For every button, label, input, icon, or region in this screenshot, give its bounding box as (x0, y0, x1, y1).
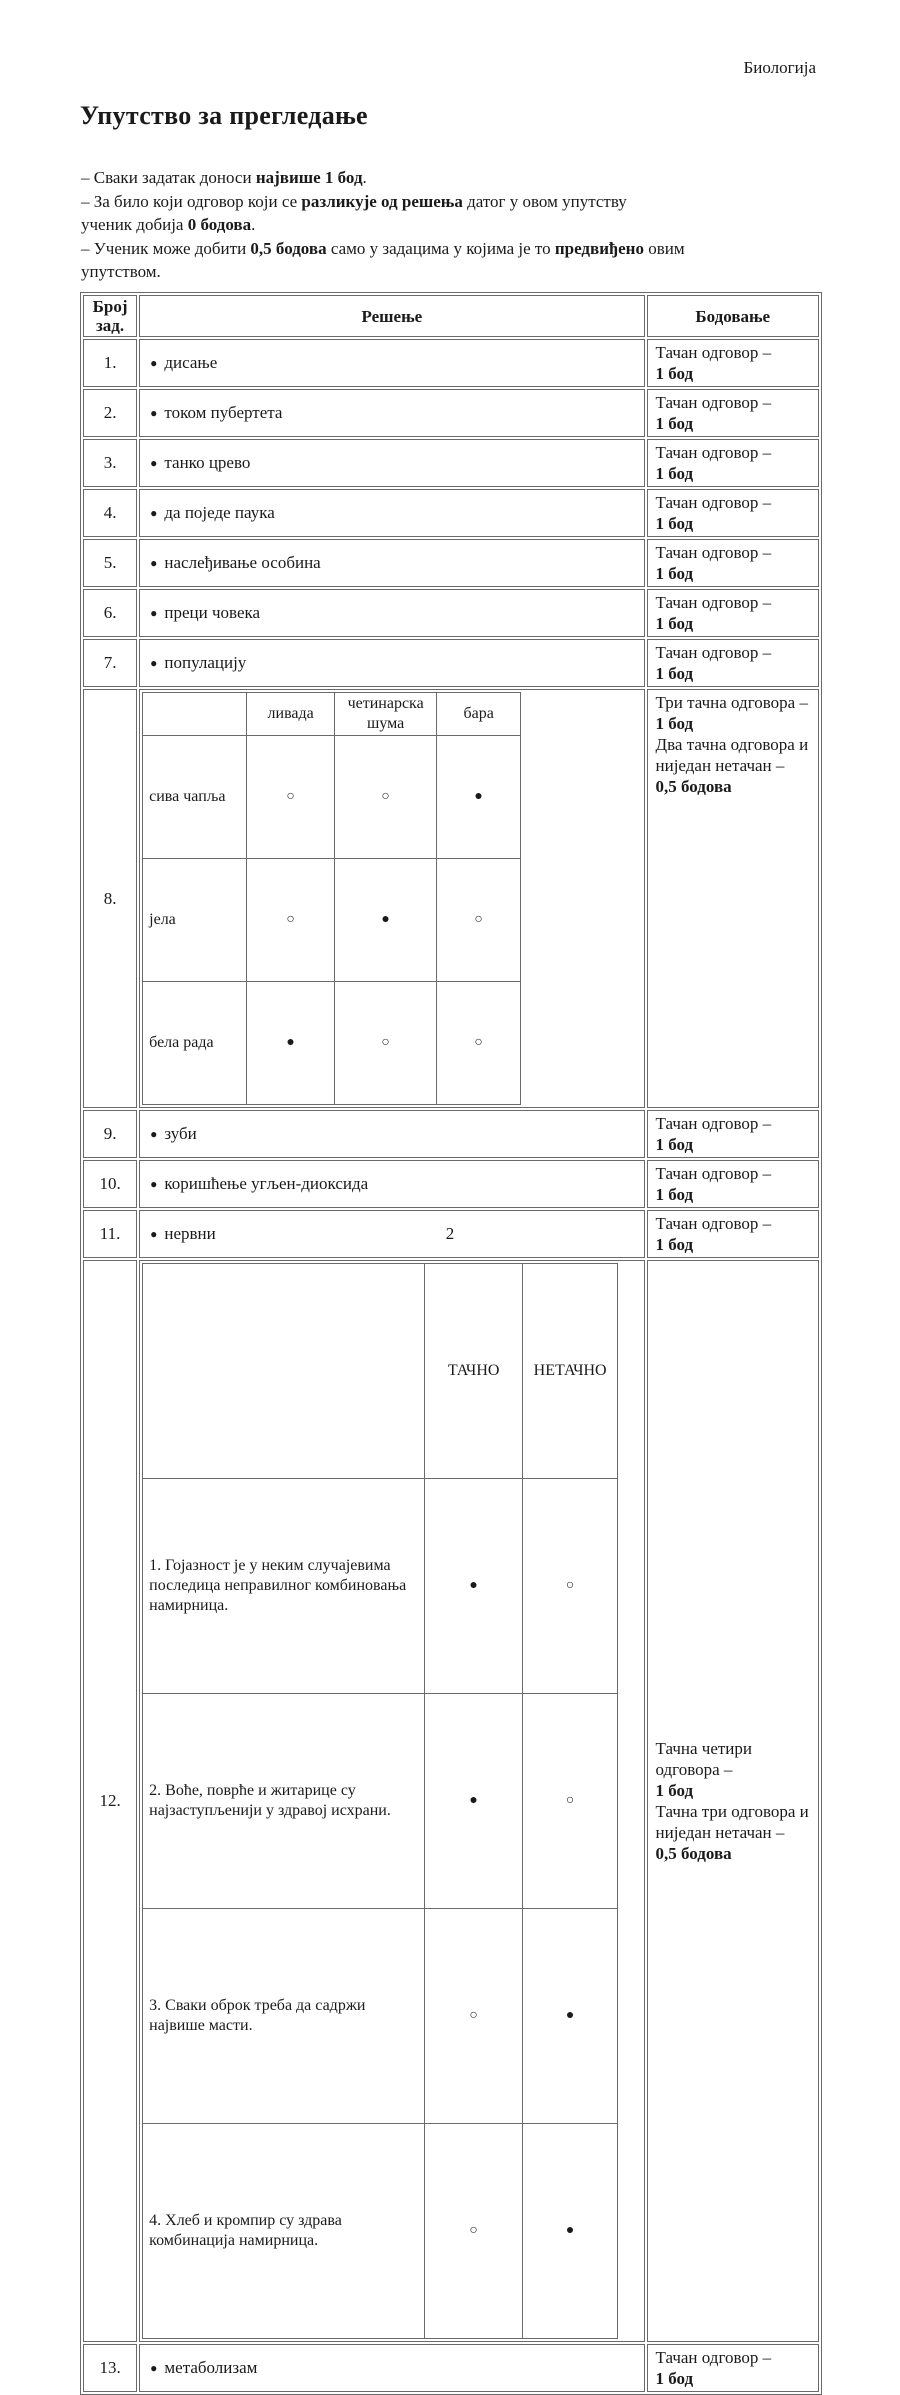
scoring-text: Тачан одговор – (655, 1214, 772, 1233)
solution-text: преци човека (164, 603, 261, 622)
scoring-points: 1 бод (655, 664, 694, 683)
scoring-cell (647, 339, 819, 387)
task-number: 1. (83, 339, 137, 387)
tf-row (143, 2124, 618, 2339)
tf-statement: 1. Гојазност је у неким случајевима последица неправилног комбиновања намирница. (143, 1479, 425, 1694)
table-row-task-6 (83, 589, 819, 637)
scoring-text: Тачан одговор – (655, 393, 772, 412)
solution-cell (139, 589, 644, 637)
empty-circle-mark: ○ (523, 1694, 618, 1909)
instruction-text: датог у овом упутству (462, 191, 627, 211)
solution-cell (139, 439, 644, 487)
instruction-line (81, 213, 823, 237)
solution-text: танко црево (164, 453, 251, 472)
tf-corner-cell (143, 1264, 425, 1479)
solution-cell (139, 1160, 644, 1208)
scoring-text: Тачан одговор – (655, 443, 772, 462)
scoring-points: 1 бод (655, 1235, 694, 1254)
scoring-points: 1 бод (655, 2369, 694, 2388)
filled-circle-mark: ● (247, 982, 335, 1105)
bullet-icon: ● (150, 1227, 158, 1241)
scoring-text: Тачан одговор – (655, 343, 772, 362)
task-number: 13. (83, 2344, 137, 2392)
subject-label: Биологија (743, 58, 816, 77)
bullet-icon: ● (150, 656, 158, 670)
scoring-text: Тачан одговор – (655, 493, 772, 512)
tf-row (143, 1909, 618, 2124)
matrix-row (143, 736, 521, 859)
instruction-text-bold: 0,5 бодова (250, 238, 327, 258)
instruction-line (81, 166, 823, 190)
scoring-text: Тачан одговор – (655, 1114, 772, 1133)
solution-cell (139, 389, 644, 437)
tf-col-header-false: НЕТАЧНО (523, 1264, 618, 1479)
empty-circle-mark: ○ (335, 736, 437, 859)
solution-text: популацију (164, 653, 247, 672)
answer-key-table (80, 292, 822, 2395)
solution-text: метаболизам (164, 2358, 258, 2377)
solution-cell (139, 489, 644, 537)
solution-cell (139, 1110, 644, 1158)
scoring-text: Два тачна одговора и ниједан нетачан – (655, 735, 809, 775)
scoring-text: Тачан одговор – (655, 643, 772, 662)
tf-statement: 4. Хлеб и кромпир су здрава комбинација намирница. (143, 2124, 425, 2339)
matrix-col-header: бара (437, 693, 521, 736)
empty-circle-mark: ○ (425, 1909, 523, 2124)
tf-header-row (143, 1264, 618, 1479)
instruction-text: – Ученик може добити (81, 238, 251, 258)
task-number: 2. (83, 389, 137, 437)
instruction-line (81, 260, 823, 284)
matrix-row (143, 982, 521, 1105)
scoring-cell (647, 2344, 819, 2392)
scoring-cell (647, 1110, 819, 1158)
instruction-text: – Сваки задатак доноси (81, 168, 256, 187)
matrix-row-label: сива чапља (143, 736, 247, 859)
filled-circle-mark: ● (523, 1909, 618, 2124)
filled-circle-mark: ● (425, 1694, 523, 1909)
solution-text: нервни (164, 1224, 216, 1243)
matrix-row-label: јела (143, 859, 247, 982)
instruction-text-bold: 0 бодова (187, 215, 252, 234)
scoring-text: Тачан одговор – (655, 1164, 772, 1183)
filled-circle-mark: ● (425, 1479, 523, 1694)
scoring-text: Три тачна одговора – (655, 693, 808, 712)
scoring-points: 1 бод (655, 614, 694, 633)
scoring-text: Тачан одговор – (655, 593, 772, 612)
empty-circle-mark: ○ (335, 982, 437, 1105)
scoring-text: Тачан одговор – (655, 543, 772, 562)
bullet-icon: ● (150, 2361, 158, 2375)
scoring-points: 1 бод (655, 464, 694, 483)
filled-circle-mark: ● (523, 2124, 618, 2339)
task-number: 12. (83, 1260, 137, 2342)
true-false-table (142, 1263, 618, 2339)
scoring-cell (647, 1260, 819, 2342)
solution-text: наслеђивање особина (164, 553, 321, 572)
instruction-line (81, 190, 823, 214)
task-number: 10. (83, 1160, 137, 1208)
instruction-text: – За било који одговор који се (81, 191, 302, 211)
matrix-col-header: ливада (247, 693, 335, 736)
table-row-task-1 (83, 339, 819, 387)
solution-cell (139, 539, 644, 587)
task-number: 8. (83, 689, 137, 1108)
matrix-header-row (143, 693, 521, 736)
tf-statement: 3. Сваки оброк треба да садржи највише масти. (143, 1909, 425, 2124)
empty-circle-mark: ○ (437, 982, 521, 1105)
page-number: 2 (445, 1224, 455, 1243)
task-number: 3. (83, 439, 137, 487)
solution-text: дисање (164, 353, 218, 372)
solution-cell (139, 689, 644, 1108)
task-number: 5. (83, 539, 137, 587)
scoring-cell (647, 439, 819, 487)
tf-row (143, 1479, 618, 1694)
matrix-row-label: бела рада (143, 982, 247, 1105)
instruction-text: само у задацима у којима је то (326, 238, 555, 258)
bullet-icon: ● (150, 556, 158, 570)
scoring-points: 1 бод (655, 1781, 694, 1800)
instruction-text: ученик добија (81, 215, 188, 234)
empty-circle-mark: ○ (425, 2124, 523, 2339)
tf-statement: 2. Воће, поврће и житарице су најзаступљенији у здравој исхрани. (143, 1694, 425, 1909)
bullet-icon: ● (150, 456, 158, 470)
scoring-cell (647, 489, 819, 537)
table-row-task-10 (83, 1160, 819, 1208)
tf-col-header-true: ТАЧНО (425, 1264, 523, 1479)
table-row-task-2 (83, 389, 819, 437)
empty-circle-mark: ○ (247, 736, 335, 859)
table-row-task-8 (83, 689, 819, 1108)
filled-circle-mark: ● (335, 859, 437, 982)
matrix-row (143, 859, 521, 982)
scoring-points: 1 бод (655, 514, 694, 533)
solution-text: током пубертета (164, 403, 283, 422)
scoring-points: 0,5 бодова (655, 777, 732, 796)
solution-text: зуби (164, 1124, 197, 1143)
instruction-text-bold: највише 1 бод (255, 168, 363, 187)
empty-circle-mark: ○ (523, 1479, 618, 1694)
scoring-cell (647, 389, 819, 437)
matrix-corner-cell (143, 693, 247, 736)
habitat-matrix-table (142, 692, 521, 1105)
matrix-col-header: четинарска шума (335, 693, 437, 736)
bullet-icon: ● (150, 1177, 158, 1191)
scoring-cell (647, 539, 819, 587)
table-row-task-9 (83, 1110, 819, 1158)
bullet-icon: ● (150, 1127, 158, 1141)
empty-circle-mark: ○ (247, 859, 335, 982)
scoring-points: 1 бод (655, 1135, 694, 1154)
scoring-cell (647, 639, 819, 687)
scoring-text: Тачна три одговора и ниједан нетачан – (655, 1802, 809, 1842)
solution-cell (139, 639, 644, 687)
scoring-points: 1 бод (655, 714, 694, 733)
scoring-points: 1 бод (655, 364, 694, 383)
scoring-points: 1 бод (655, 1185, 694, 1204)
instruction-text: упутством. (81, 262, 161, 281)
instruction-text-bold: предвиђено (554, 238, 644, 258)
instruction-text: овим (643, 238, 685, 258)
instruction-text: . (362, 168, 367, 187)
col-header-scoring: Бодовање (647, 295, 819, 337)
scoring-points: 1 бод (655, 564, 694, 583)
table-row-task-4 (83, 489, 819, 537)
table-row-task-3 (83, 439, 819, 487)
col-header-solution: Решење (139, 295, 644, 337)
solution-cell (139, 2344, 644, 2392)
col-header-task-number: Број зад. (83, 295, 137, 337)
empty-circle-mark: ○ (437, 859, 521, 982)
solution-text: коришћење угљен-диоксида (164, 1174, 369, 1193)
bullet-icon: ● (150, 356, 158, 370)
solution-text: да поједе паука (164, 503, 275, 522)
scoring-cell (647, 689, 819, 1108)
scoring-points: 1 бод (655, 414, 694, 433)
bullet-icon: ● (150, 506, 158, 520)
page-title: Упутство за прегледање (80, 101, 368, 130)
table-row-task-7 (83, 639, 819, 687)
scoring-points: 0,5 бодова (655, 1844, 732, 1863)
scoring-text: Тачан одговор – (655, 2348, 772, 2367)
grading-instructions (81, 166, 823, 284)
solution-cell (139, 1260, 644, 2342)
scoring-cell (647, 589, 819, 637)
tf-row (143, 1694, 618, 1909)
task-number: 7. (83, 639, 137, 687)
table-row-task-12 (83, 1260, 819, 2342)
scoring-cell (647, 1160, 819, 1208)
instruction-text: . (251, 215, 256, 234)
task-number: 9. (83, 1110, 137, 1158)
task-number: 4. (83, 489, 137, 537)
bullet-icon: ● (150, 406, 158, 420)
table-header-row (83, 295, 819, 337)
table-row-task-5 (83, 539, 819, 587)
instruction-text-bold: разликује од решења (301, 191, 463, 211)
solution-cell (139, 339, 644, 387)
scoring-text: Тачна четири одговора – (655, 1739, 753, 1779)
task-number: 11. (83, 1210, 137, 1258)
bullet-icon: ● (150, 606, 158, 620)
table-row-task-13 (83, 2344, 819, 2392)
task-number: 6. (83, 589, 137, 637)
instruction-line (81, 237, 823, 261)
filled-circle-mark: ● (437, 736, 521, 859)
